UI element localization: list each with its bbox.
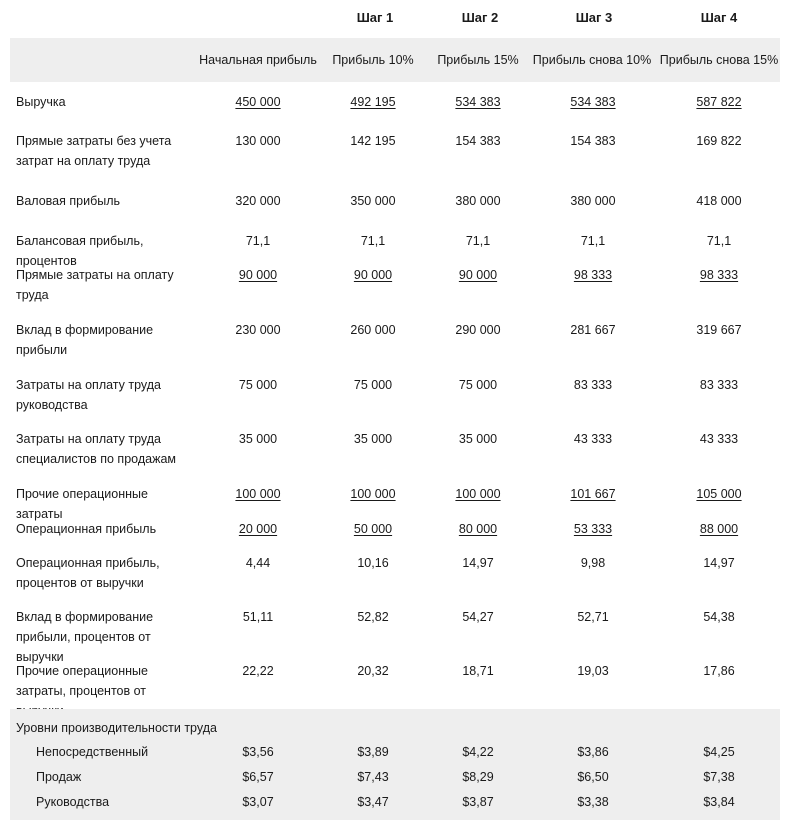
productivity-title: Уровни производительности труда — [16, 721, 217, 735]
table-cell: 71,1 — [465, 234, 491, 248]
productivity-section — [10, 709, 780, 820]
table-cell: 534 383 — [570, 95, 616, 109]
table-cell: 90 000 — [458, 268, 498, 282]
table-cell: 290 000 — [455, 323, 501, 337]
step-1-heading: Шаг 1 — [356, 10, 394, 25]
table-cell: 10,16 — [357, 556, 389, 570]
table-cell: 88 000 — [699, 522, 739, 536]
table-cell: 71,1 — [706, 234, 732, 248]
table-cell: 43 333 — [699, 432, 739, 446]
step-header-row — [0, 0, 790, 38]
productivity-cell: $3,47 — [357, 795, 389, 809]
productivity-cell: $7,43 — [357, 770, 389, 784]
table-cell: 54,27 — [462, 610, 494, 624]
table-cell: 35 000 — [458, 432, 498, 446]
table-cell: 83 333 — [699, 378, 739, 392]
column-header: Прибыль 10% — [332, 53, 414, 67]
step-2-heading: Шаг 2 — [461, 10, 499, 25]
table-cell: 75 000 — [238, 378, 278, 392]
productivity-cell: $4,25 — [703, 745, 735, 759]
step-4-heading: Шаг 4 — [700, 10, 738, 25]
productivity-row — [10, 792, 780, 812]
row-label: Балансовая прибыль, процентов — [16, 234, 144, 268]
table-cell: 587 822 — [696, 95, 742, 109]
column-header: Прибыль снова 15% — [659, 53, 779, 67]
row-label: Прочие операционные затраты — [16, 487, 148, 521]
table-cell: 22,22 — [242, 664, 274, 678]
column-header: Начальная прибыль — [199, 53, 317, 67]
table-cell: 142 195 — [350, 134, 396, 148]
table-cell: 260 000 — [350, 323, 396, 337]
table-cell: 98 333 — [699, 268, 739, 282]
table-cell: 281 667 — [570, 323, 616, 337]
productivity-cell: $4,22 — [462, 745, 494, 759]
table-cell: 75 000 — [458, 378, 498, 392]
productivity-cell: $3,89 — [357, 745, 389, 759]
table-cell: 230 000 — [235, 323, 281, 337]
productivity-row — [10, 742, 780, 762]
table-cell: 98 333 — [573, 268, 613, 282]
row-label: Затраты на оплату труда руководства — [16, 378, 161, 412]
productivity-cell: $3,07 — [242, 795, 274, 809]
productivity-cell: $6,50 — [577, 770, 609, 784]
column-header: Прибыль снова 10% — [532, 53, 652, 67]
table-cell: 169 822 — [696, 134, 742, 148]
row-label: Прямые затраты на оплату труда — [16, 268, 174, 302]
productivity-cell: $6,57 — [242, 770, 274, 784]
table-cell: 4,44 — [245, 556, 271, 570]
row-label: Валовая прибыль — [16, 194, 121, 208]
step-3-heading: Шаг 3 — [575, 10, 613, 25]
table-cell: 154 383 — [570, 134, 616, 148]
productivity-row-label: Продаж — [36, 770, 82, 784]
table-cell: 50 000 — [353, 522, 393, 536]
table-cell: 20,32 — [357, 664, 389, 678]
table-cell: 350 000 — [350, 194, 396, 208]
table-cell: 380 000 — [455, 194, 501, 208]
table-cell: 418 000 — [696, 194, 742, 208]
table-cell: 101 667 — [570, 487, 616, 501]
table-cell: 14,97 — [462, 556, 494, 570]
row-label: Выручка — [16, 95, 66, 109]
table-cell: 83 333 — [573, 378, 613, 392]
productivity-row-label: Руководства — [36, 795, 110, 809]
table-cell: 54,38 — [703, 610, 735, 624]
productivity-cell: $7,38 — [703, 770, 735, 784]
row-label: Вклад в формирование прибыли, процентов от выручки — [16, 610, 154, 664]
productivity-row-label: Непосредственный — [36, 745, 149, 759]
row-label: Операционная прибыль — [16, 522, 157, 536]
table-cell: 20 000 — [238, 522, 278, 536]
table-cell: 105 000 — [696, 487, 742, 501]
table-cell: 75 000 — [353, 378, 393, 392]
table-cell: 52,71 — [577, 610, 609, 624]
table-cell: 90 000 — [238, 268, 278, 282]
column-header-row — [10, 38, 780, 82]
productivity-cell: $3,38 — [577, 795, 609, 809]
table-cell: 534 383 — [455, 95, 501, 109]
table-cell: 90 000 — [353, 268, 393, 282]
table-cell: 9,98 — [580, 556, 606, 570]
table-cell: 14,97 — [703, 556, 735, 570]
table-cell: 80 000 — [458, 522, 498, 536]
table-cell: 35 000 — [238, 432, 278, 446]
table-cell: 35 000 — [353, 432, 393, 446]
table-cell: 51,11 — [242, 610, 274, 624]
row-label: Операционная прибыль, процентов от выручки — [16, 556, 160, 590]
table-cell: 100 000 — [455, 487, 501, 501]
productivity-cell: $8,29 — [462, 770, 494, 784]
table-cell: 320 000 — [235, 194, 281, 208]
table-cell: 19,03 — [577, 664, 609, 678]
row-label: Прямые затраты без учета затрат на оплату труда — [16, 134, 172, 168]
productivity-cell: $3,56 — [242, 745, 274, 759]
table-cell: 71,1 — [580, 234, 606, 248]
table-cell: 71,1 — [245, 234, 271, 248]
row-label: Затраты на оплату труда специалистов по продажам — [16, 432, 176, 466]
productivity-cell: $3,84 — [703, 795, 735, 809]
table-cell: 53 333 — [573, 522, 613, 536]
productivity-cell: $3,86 — [577, 745, 609, 759]
table-cell: 100 000 — [235, 487, 281, 501]
row-label: Вклад в формирование прибыли — [16, 323, 154, 357]
table-cell: 17,86 — [703, 664, 735, 678]
table-cell: 492 195 — [350, 95, 396, 109]
productivity-row — [10, 767, 780, 787]
table-cell: 154 383 — [455, 134, 501, 148]
row-label: Прочие операционные затраты, процентов от — [16, 664, 148, 698]
table-cell: 18,71 — [462, 664, 494, 678]
table-cell: 130 000 — [235, 134, 281, 148]
table-cell: 319 667 — [696, 323, 742, 337]
column-header: Прибыль 15% — [437, 53, 519, 67]
table-cell: 380 000 — [570, 194, 616, 208]
table-cell: 52,82 — [357, 610, 389, 624]
table-cell: 43 333 — [573, 432, 613, 446]
table-cell: 100 000 — [350, 487, 396, 501]
productivity-cell: $3,87 — [462, 795, 494, 809]
table-cell: 450 000 — [235, 95, 281, 109]
table-cell: 71,1 — [360, 234, 386, 248]
